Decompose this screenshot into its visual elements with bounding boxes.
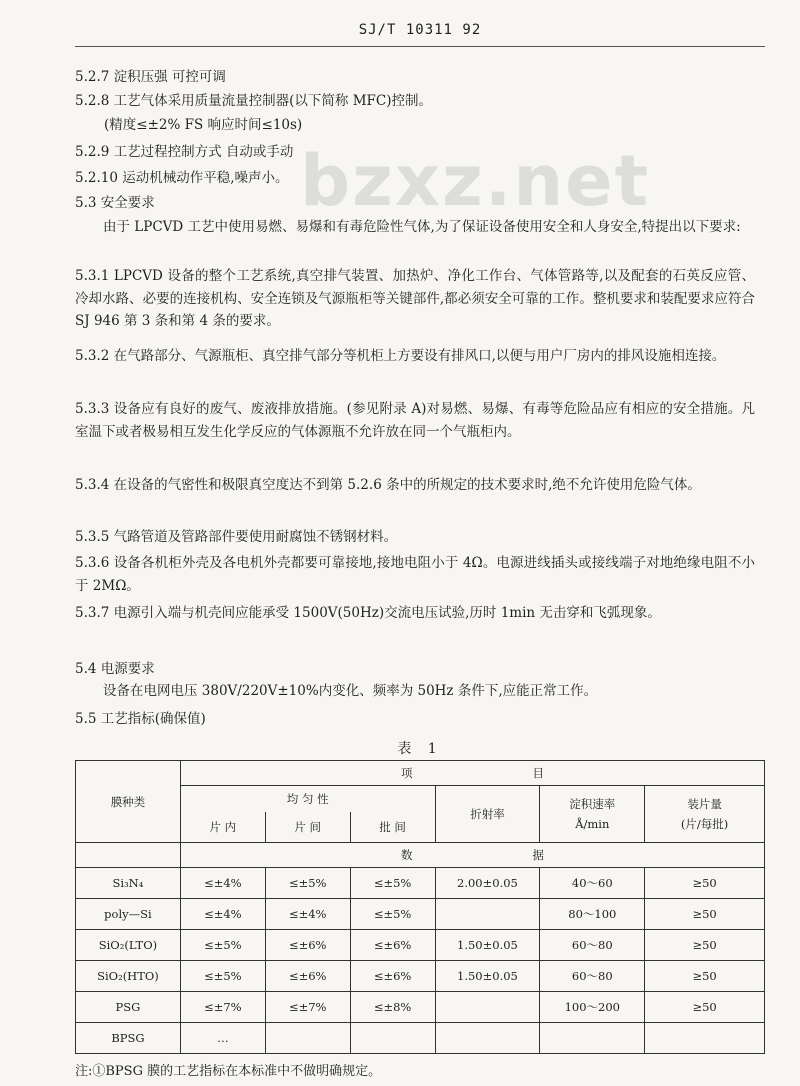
table-row bbox=[76, 868, 765, 899]
header-item-char-1: 项 bbox=[400, 766, 413, 780]
film-type-cell: SiO₂(LTO) bbox=[76, 930, 181, 961]
process-parameters-table bbox=[75, 760, 765, 1054]
deposition-rate-cell bbox=[540, 1023, 645, 1054]
deposition-rate-cell: 60～80 bbox=[540, 961, 645, 992]
film-type-cell: SiO₂(HTO) bbox=[76, 961, 181, 992]
watermark: bzxz.net bbox=[300, 140, 651, 222]
header-refractive-index: 折射率 bbox=[435, 786, 540, 843]
film-type-cell: poly—Si bbox=[76, 899, 181, 930]
header-deposition-rate bbox=[540, 786, 645, 843]
wafer-to-wafer-uniformity-cell: ≤±5% bbox=[265, 868, 350, 899]
header-data-char-2: 据 bbox=[532, 848, 544, 862]
in-wafer-uniformity-cell: ≤±7% bbox=[180, 992, 265, 1023]
in-wafer-uniformity-cell: ≤±5% bbox=[180, 930, 265, 961]
table-row bbox=[76, 992, 765, 1023]
refractive-index-cell bbox=[435, 1023, 540, 1054]
section-5-4-body: 设备在电网电压 380V/220V±10%内变化、频率为 50Hz 条件下,应能正常工作。 bbox=[103, 683, 598, 699]
deposition-rate-cell: 80～100 bbox=[540, 899, 645, 930]
section-5-4-heading: 5.4 电源要求 bbox=[75, 661, 155, 677]
header-in-wafer: 片 内 bbox=[180, 812, 265, 843]
wafer-to-wafer-uniformity-cell bbox=[265, 1023, 350, 1054]
header-item-char-2: 目 bbox=[532, 766, 544, 780]
section-5-3-4: 5.3.4 在设备的气密性和极限真空度达不到第 5.2.6 条中的所规定的技术要求时,绝不允许使用危险气体。 bbox=[75, 477, 701, 493]
batch-uniformity-cell: ≤±6% bbox=[350, 930, 435, 961]
batch-uniformity-cell: ≤±5% bbox=[350, 868, 435, 899]
load-capacity-cell: ≥50 bbox=[645, 899, 765, 930]
table-title: 表 1 bbox=[397, 741, 443, 757]
refractive-index-cell: 1.50±0.05 bbox=[435, 930, 540, 961]
deposition-rate-cell: 100～200 bbox=[540, 992, 645, 1023]
batch-uniformity-cell: ≤±8% bbox=[350, 992, 435, 1023]
header-film-type: 膜种类 bbox=[76, 761, 181, 843]
deposition-rate-cell: 60～80 bbox=[540, 930, 645, 961]
table-row bbox=[76, 961, 765, 992]
film-type-cell: PSG bbox=[76, 992, 181, 1023]
section-5-2-8-detail: (精度≤±2% FS 响应时间≤10s) bbox=[104, 117, 303, 133]
load-capacity-cell: ≥50 bbox=[645, 930, 765, 961]
load-capacity-cell bbox=[645, 1023, 765, 1054]
load-capacity-cell: ≥50 bbox=[645, 992, 765, 1023]
refractive-index-cell: 2.00±0.05 bbox=[435, 868, 540, 899]
wafer-to-wafer-uniformity-cell: ≤±6% bbox=[265, 961, 350, 992]
header-batch-to-batch: 批 间 bbox=[350, 812, 435, 843]
section-5-3-6: 5.3.6 设备各机柜外壳及各电机外壳都要可靠接地,接地电阻小于 4Ω。电源进线插头或接线端子对地绝缘电阻不小于 2MΩ。 bbox=[75, 555, 755, 594]
deposition-rate-cell: 40～60 bbox=[540, 868, 645, 899]
load-capacity-cell: ≥50 bbox=[645, 868, 765, 899]
section-5-3-intro: 由于 LPCVD 工艺中使用易燃、易爆和有毒危险性气体,为了保证设备使用安全和人身安全,特提出以下要求: bbox=[103, 219, 741, 235]
refractive-index-cell bbox=[435, 899, 540, 930]
section-5-3-1: 5.3.1 LPCVD 设备的整个工艺系统,真空排气装置、加热炉、净化工作台、气体管路等,以及配套的石英反应管、冷却水路、必要的连接机构、安全连锁及气源瓶柜等关键部件,都必须安全可靠的工作。整机要求和装配要求应符合 SJ 946 第 3 条和第 4 条的要求。 bbox=[75, 268, 755, 329]
header-wafer-to-wafer: 片 间 bbox=[265, 812, 350, 843]
header-item bbox=[180, 761, 764, 786]
section-5-3-heading: 5.3 安全要求 bbox=[75, 195, 155, 211]
header-load bbox=[645, 786, 765, 843]
deposition-rate-label: 淀积速率 bbox=[569, 797, 616, 811]
in-wafer-uniformity-cell: … bbox=[180, 1023, 265, 1054]
table-note: 注:①BPSG 膜的工艺指标在本标准中不做明确规定。 bbox=[75, 1064, 382, 1079]
batch-uniformity-cell: ≤±5% bbox=[350, 899, 435, 930]
load-capacity-cell: ≥50 bbox=[645, 961, 765, 992]
deposition-rate-unit: Å/min bbox=[575, 817, 610, 831]
standard-code-header: SJ/T 10311 92 bbox=[358, 22, 482, 38]
wafer-to-wafer-uniformity-cell: ≤±7% bbox=[265, 992, 350, 1023]
refractive-index-cell bbox=[435, 992, 540, 1023]
header-spacer bbox=[76, 843, 181, 868]
in-wafer-uniformity-cell: ≤±4% bbox=[180, 899, 265, 930]
section-5-3-2: 5.3.2 在气路部分、气源瓶柜、真空排气部分等机柜上方要设有排风口,以便与用户厂房内的排风设施相连接。 bbox=[75, 348, 726, 364]
film-type-cell: Si₃N₄ bbox=[76, 868, 181, 899]
header-data-char-1: 数 bbox=[400, 848, 413, 862]
section-5-3-7: 5.3.7 电源引入端与机壳间应能承受 1500V(50Hz)交流电压试验,历时 1min 无击穿和飞弧现象。 bbox=[75, 605, 661, 621]
wafer-to-wafer-uniformity-cell: ≤±6% bbox=[265, 930, 350, 961]
film-type-cell: BPSG bbox=[76, 1023, 181, 1054]
header-uniformity: 均 匀 性 bbox=[180, 786, 435, 813]
section-5-2-8: 5.2.8 工艺气体采用质量流量控制器(以下简称 MFC)控制。 bbox=[75, 93, 432, 109]
table-row bbox=[76, 1023, 765, 1054]
header-divider bbox=[75, 46, 765, 47]
section-5-2-7: 5.2.7 淀积压强 可控可调 bbox=[75, 69, 226, 85]
batch-uniformity-cell: ≤±6% bbox=[350, 961, 435, 992]
section-5-5-heading: 5.5 工艺指标(确保值) bbox=[75, 711, 206, 727]
load-label: 装片量 bbox=[687, 797, 722, 811]
refractive-index-cell: 1.50±0.05 bbox=[435, 961, 540, 992]
wafer-to-wafer-uniformity-cell: ≤±4% bbox=[265, 899, 350, 930]
section-5-2-9: 5.2.9 工艺过程控制方式 自动或手动 bbox=[75, 144, 294, 160]
in-wafer-uniformity-cell: ≤±4% bbox=[180, 868, 265, 899]
load-unit: (片/每批) bbox=[680, 817, 729, 831]
header-data bbox=[180, 843, 764, 868]
table-row bbox=[76, 899, 765, 930]
section-5-2-10: 5.2.10 运动机械动作平稳,噪声小。 bbox=[75, 170, 289, 186]
in-wafer-uniformity-cell: ≤±5% bbox=[180, 961, 265, 992]
batch-uniformity-cell bbox=[350, 1023, 435, 1054]
table-row bbox=[76, 930, 765, 961]
section-5-3-3: 5.3.3 设备应有良好的废气、废液排放措施。(参见附录 A)对易燃、易爆、有毒等危险品应有相应的安全措施。凡室温下或者极易相互发生化学反应的气体源瓶不允许放在同一个气瓶柜内。 bbox=[75, 401, 755, 440]
section-5-3-5: 5.3.5 气路管道及管路部件要使用耐腐蚀不锈钢材料。 bbox=[75, 529, 398, 545]
